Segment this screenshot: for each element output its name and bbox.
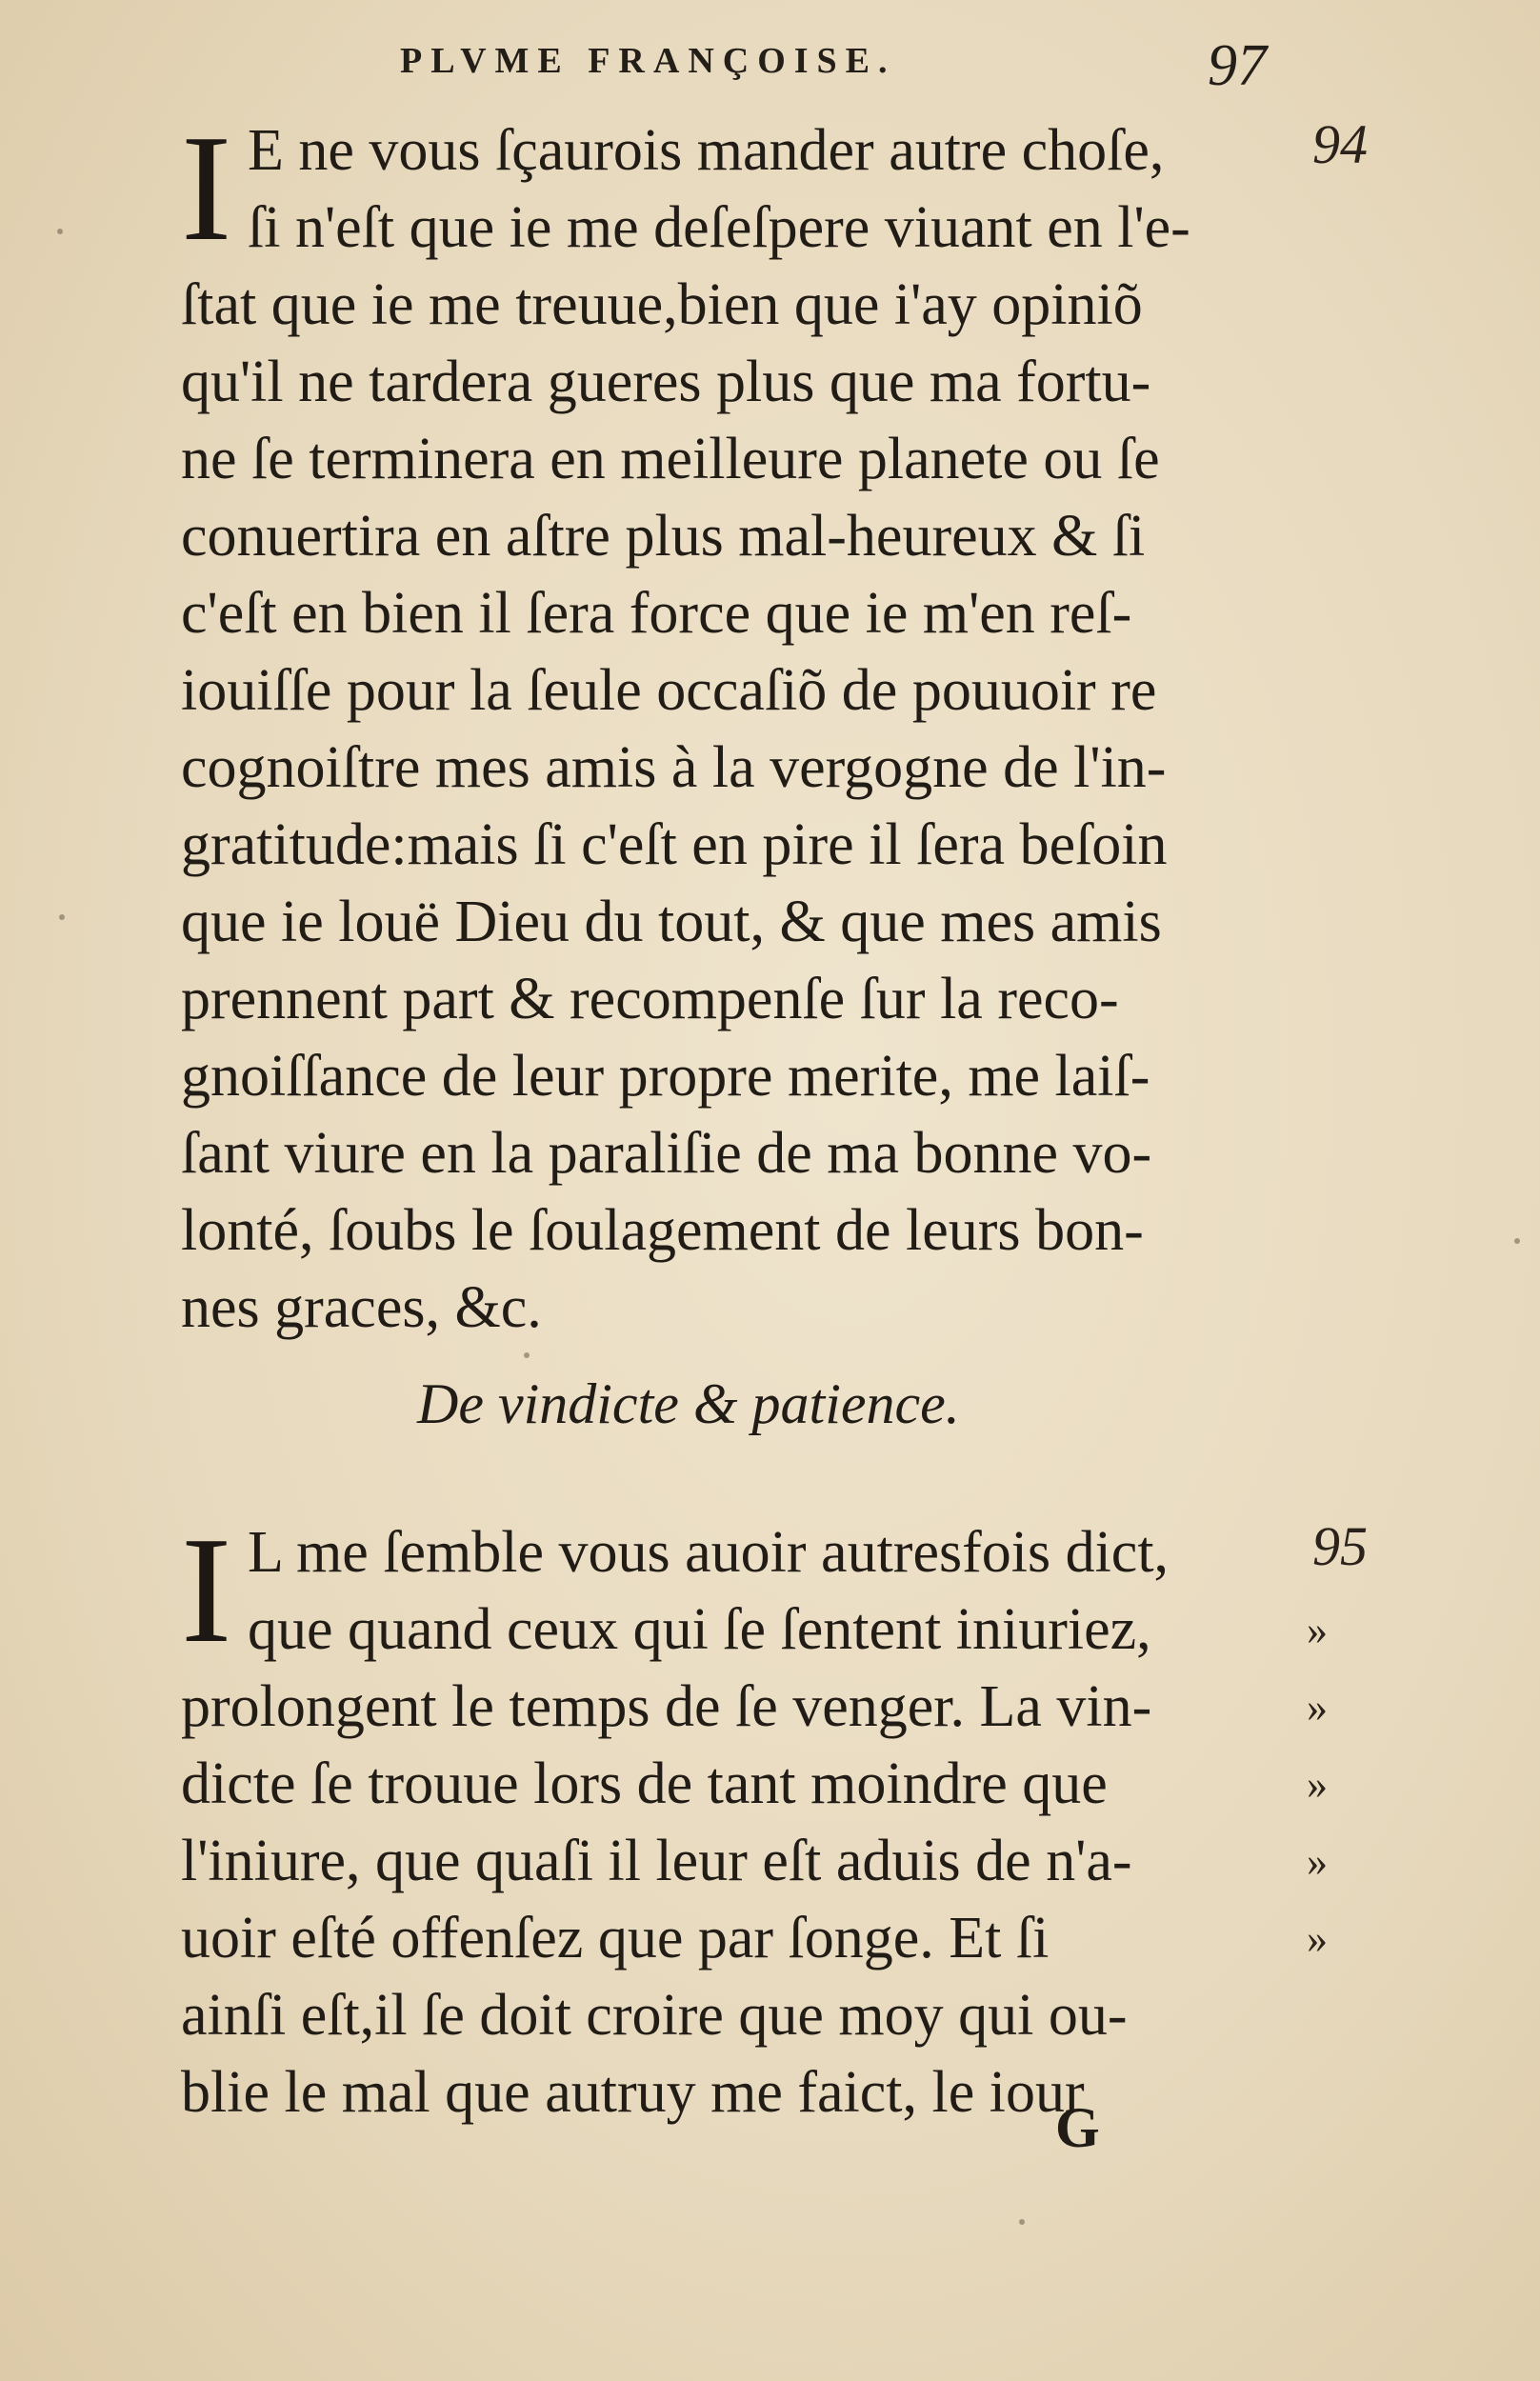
text-line: conuertira en aſtre plus mal-heureux & ſi xyxy=(181,504,1146,569)
paper-speck xyxy=(59,914,65,920)
drop-cap: I xyxy=(181,103,232,272)
paper-speck xyxy=(1514,1238,1520,1244)
text-line: c'eſt en bien il ſera force que ie m'en reſ- xyxy=(181,581,1132,646)
text-line: prolongent le temps de ſe venger. La vin- xyxy=(181,1674,1152,1739)
text-line: E ne vous ſçaurois mander autre choſe, xyxy=(248,118,1165,183)
text-line: prennent part & recompenſe ſur la reco- xyxy=(181,967,1119,1031)
text-line: gnoiſſance de leur propre merite, me laiſ- xyxy=(181,1044,1150,1109)
text-line: gratitude:mais ſi c'eſt en pire il ſera beſoin xyxy=(181,812,1168,877)
letter-95-paragraph xyxy=(181,1505,1324,2131)
text-line: ne ſe terminera en meilleure planete ou ſe xyxy=(181,427,1160,491)
text-line: lonté, ſoubs le ſoulagement de leurs bon- xyxy=(181,1198,1144,1263)
paper-speck xyxy=(524,1352,530,1358)
text-line: dicte ſe trouue lors de tant moindre que xyxy=(181,1751,1108,1816)
paper-speck xyxy=(1019,2219,1025,2225)
text-line: L me ſemble vous auoir autresfois dict, xyxy=(248,1520,1170,1585)
text-line: que quand ceux qui ſe ſentent iniuriez, xyxy=(248,1597,1151,1662)
page-number: 97 xyxy=(1208,33,1267,98)
text-line: ſant viure en la paraliſie de ma bonne vo- xyxy=(181,1121,1152,1186)
letter-94-paragraph xyxy=(181,103,1324,1347)
quote-mark: » xyxy=(1307,1684,1328,1731)
quote-mark: » xyxy=(1307,1838,1328,1885)
text-line: ſi n'eſt que ie me deſeſpere viuant en l'e- xyxy=(248,195,1190,260)
text-line: que ie louë Dieu du tout, & que mes amis xyxy=(181,890,1162,954)
text-line: nes graces, &c. xyxy=(181,1275,542,1340)
text-line: blie le mal que autruy me faict, le iour xyxy=(181,2060,1085,2125)
text-line: iouiſſe pour la ſeule occaſiõ de pouuoir re xyxy=(181,658,1157,723)
text-line: ſtat que ie me treuue,bien que i'ay opiniõ xyxy=(181,272,1143,337)
text-line: uoir eſté offenſez que par ſonge. Et ſi xyxy=(181,1906,1050,1971)
quote-mark: » xyxy=(1307,1607,1328,1653)
text-line: qu'il ne tardera gueres plus que ma fortu- xyxy=(181,350,1151,414)
paper-speck xyxy=(57,229,63,234)
running-head: PLVME FRANÇOISE. xyxy=(400,41,896,81)
margin-letter-number: 95 xyxy=(1312,1515,1368,1577)
text-line: l'iniure, que quaſi il leur eſt aduis de n'a- xyxy=(181,1829,1132,1893)
margin-letter-number: 94 xyxy=(1312,113,1368,175)
drop-cap: I xyxy=(181,1505,232,1674)
text-line: ainſi eſt,il ſe doit croire que moy qui ou- xyxy=(181,1983,1128,2048)
signature-mark: G xyxy=(1055,2096,1100,2159)
section-title: De vindicte & patience. xyxy=(417,1372,960,1435)
quote-mark: » xyxy=(1307,1915,1328,1962)
quote-mark: » xyxy=(1307,1761,1328,1808)
text-line: cognoiſtre mes amis à la vergogne de l'in- xyxy=(181,735,1167,800)
